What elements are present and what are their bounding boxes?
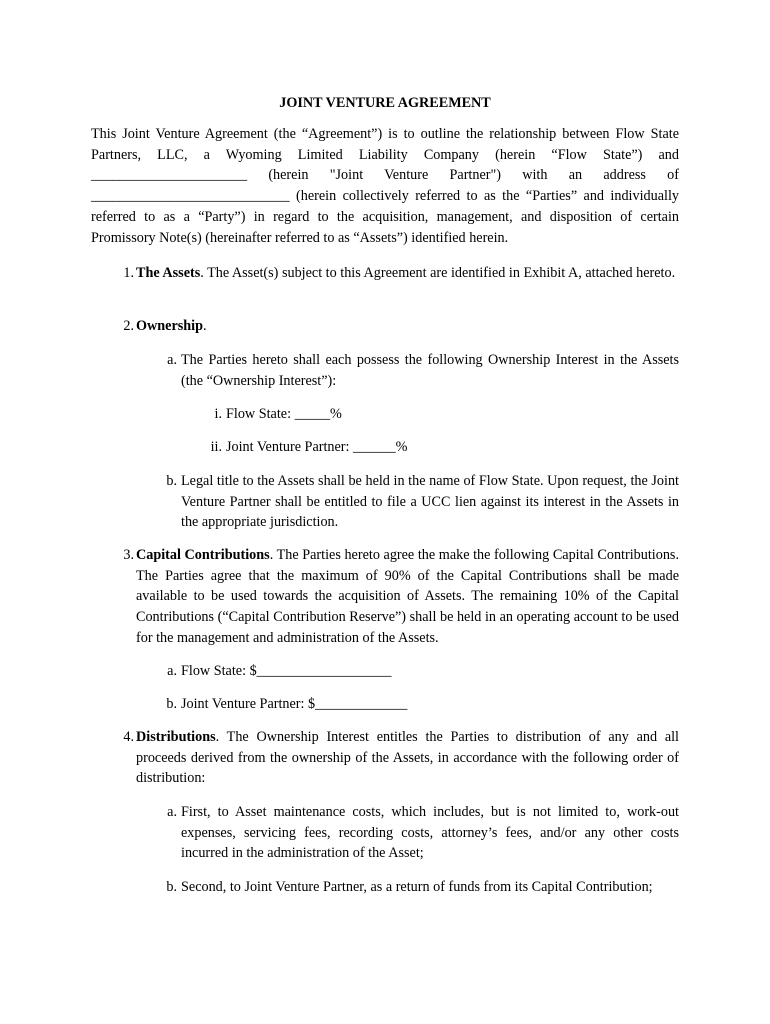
section-body: . The Parties hereto agree the make the following Capital Contributions. The Parties agree that the maximum of 90% of the Capital Contributions shall be made available to be used towards the acquisition of Assets. The remaining 10% of the Capital Contributions (“Capital Contribution Reserve”) shall be held in an operating account to be used for the management and administration of the Assets. bbox=[136, 547, 679, 646]
document-title: JOINT VENTURE AGREEMENT bbox=[279, 95, 491, 111]
intro-paragraph: This Joint Venture Agreement (the “Agreement”) is to outline the relationship between Flow State Partners, LLC, a Wyoming Limited Liability Company (herein “Flow State”) and ______________________ (herein "Joint Venture Partner") with an address of ____________________________ (herein collectively referred to as the “Parties” and individually referred to as a “Party”) in regard to the acquisition, management, and disposition of certain Promissory Note(s) (hereinafter referred to as “Assets”) identified herein. bbox=[91, 126, 679, 246]
section-text bbox=[136, 727, 679, 789]
section-heading: Ownership bbox=[136, 318, 204, 334]
section-heading: Distributions bbox=[136, 729, 216, 745]
section-text bbox=[136, 263, 679, 284]
section-number: 3. bbox=[123, 547, 134, 563]
list-item-label: b. bbox=[166, 879, 177, 895]
list-item-label: a. bbox=[167, 663, 177, 679]
list-item-text: Joint Venture Partner: ______% bbox=[226, 439, 408, 455]
list-item-text: Flow State: $___________________ bbox=[181, 663, 392, 679]
section-body: . The Asset(s) subject to this Agreement are identified in Exhibit A, attached hereto. bbox=[200, 265, 676, 281]
list-item-label: ii. bbox=[210, 439, 222, 455]
list-item-label: a. bbox=[167, 352, 177, 368]
list-item-text: Second, to Joint Venture Partner, as a return of funds from its Capital Contribution; bbox=[181, 879, 653, 895]
section-text bbox=[136, 545, 679, 649]
section-heading: Capital Contributions bbox=[136, 547, 270, 563]
section-body: . bbox=[203, 318, 207, 334]
section-number: 2. bbox=[123, 318, 134, 334]
list-item-text: Legal title to the Assets shall be held in the name of Flow State. Upon request, the Joint Venture Partner shall be entitled to file a UCC lien against its interest in the Assets in the appropriate jurisdiction. bbox=[181, 473, 679, 531]
list-item-label: i. bbox=[214, 406, 222, 422]
list-item-text: Joint Venture Partner: $_____________ bbox=[181, 696, 408, 712]
section-body: . The Ownership Interest entitles the Parties to distribution of any and all proceeds derived from the ownership of the Assets, in accordance with the following order of distribution: bbox=[136, 729, 679, 787]
list-item-text: Flow State: _____% bbox=[226, 406, 342, 422]
list-item-text: The Parties hereto shall each possess the following Ownership Interest in the Assets (the “Ownership Interest”): bbox=[181, 352, 679, 389]
list-item-label: b. bbox=[166, 473, 177, 489]
section-text bbox=[136, 316, 679, 337]
list-item-label: b. bbox=[166, 696, 177, 712]
list-item-label: a. bbox=[167, 804, 177, 820]
section-number: 1. bbox=[123, 265, 134, 281]
section-heading: The Assets bbox=[136, 265, 201, 281]
list-item-text: First, to Asset maintenance costs, which includes, but is not limited to, work-out expenses, servicing fees, recording costs, attorney’s fees, and/or any other costs incurred in the administration of the Asset; bbox=[181, 804, 679, 862]
section-number: 4. bbox=[123, 729, 134, 745]
